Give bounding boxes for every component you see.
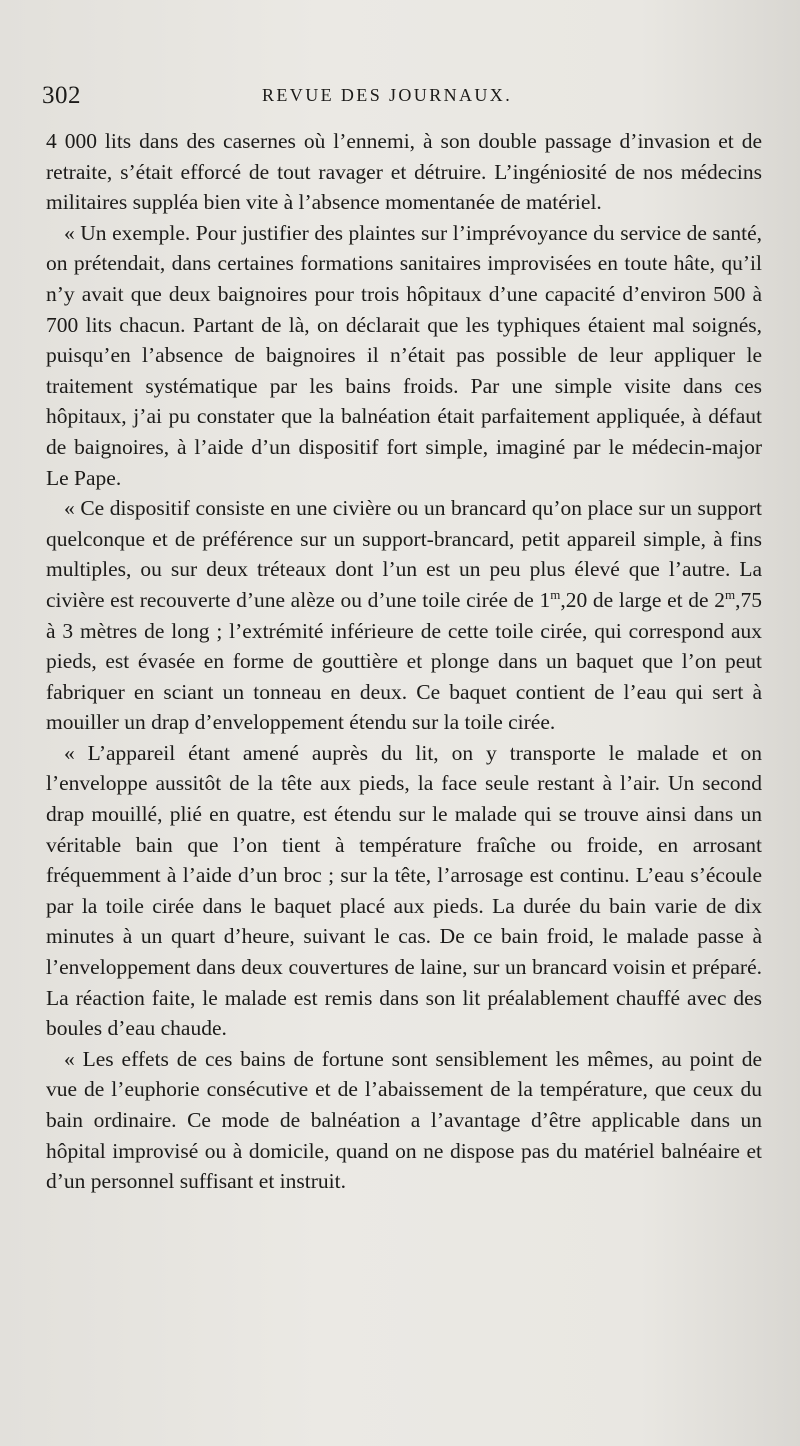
- paragraph-3-part-3: ,75 à 3 mètres de long ; l’extrémité inférieure de cette toile cirée, qui correspond aux pieds, est évasée en forme de gouttière et plonge dans un baquet que l’on peut fabriquer en sciant un tonneau en deux. Ce baquet contient de l’eau qui sert à mouiller un drap d’enveloppement étendu sur la toile cirée.: [46, 587, 762, 735]
- paragraph-3-part-2: ,20 de large et de 2: [560, 587, 725, 612]
- meter-superscript-1: m: [550, 586, 561, 602]
- paragraph-1: 4 000 lits dans des casernes où l’ennemi, à son double passage d’invasion et de retraite, s’était efforcé de tout ravager et détruire. L’ingéniosité de nos médecins militaires suppléa bien vite à l’absence momentanée de matériel.: [46, 129, 762, 215]
- page-header: [42, 82, 754, 112]
- paragraph-4: « L’appareil étant amené auprès du lit, on y transporte le malade et on l’enveloppe aussitôt de la tête aux pieds, la face seule restant à l’air. Un second drap mouillé, plié en quatre, est étendu sur le malade qui se trouve ainsi dans un véritable bain que l’on tient à température fraîche ou froide, en arrosant fréquemment à l’aide d’un broc ; sur la tête, l’arrosage est continu. L’eau s’écoule par la toile cirée dans le baquet placé aux pieds. La durée du bain varie de dix minutes à un quart d’heure, suivant le cas. De ce bain froid, le malade passe à l’enveloppement dans deux couvertures de laine, sur un brancard voisin et préparé. La réaction faite, le malade est remis dans son lit préalablement chauffé avec des boules d’eau chaude.: [46, 740, 762, 1041]
- paragraph-5: « Les effets de ces bains de fortune sont sensiblement les mêmes, au point de vue de l’euphorie consécutive et de l’abaissement de la température, que ceux du bain ordinaire. Ce mode de balnéation a l’avantage d’être applicable dans un hôpital improvisé ou à domicile, quand on ne dispose pas du matériel balnéaire et d’un personnel suffisant et instruit.: [46, 1046, 762, 1194]
- body-text: [46, 126, 762, 1197]
- page-number: 302: [42, 82, 81, 109]
- meter-superscript-2: m: [725, 586, 736, 602]
- paragraph-2: « Un exemple. Pour justifier des plaintes sur l’imprévoyance du service de santé, on prétendait, dans certaines formations sanitaires improvisées en toute hâte, qu’il n’y avait que deux baignoires pour trois hôpitaux d’une capacité d’environ 500 à 700 lits chacun. Partant de là, on déclarait que les typhiques étaient mal soignés, puisqu’en l’absence de baignoires il n’était pas possible de leur appliquer le traitement systématique par les bains froids. Par une simple visite dans ces hôpitaux, j’ai pu constater que la balnéation était parfaitement appliquée, à défaut de baignoires, à l’aide d’un dispositif fort simple, imaginé par le médecin-major Le Pape.: [46, 220, 762, 490]
- paragraph-3: [46, 493, 762, 738]
- paragraph-3-part-1: « Ce dispositif consiste en une civière ou un brancard qu’on place sur un support quelconque et de préférence sur un support-brancard, petit appareil simple, à fins multiples, ou sur deux tréteaux dont l’un est un peu plus élevé que l’autre. La civière est recouverte d’une alèze ou d’une toile cirée de 1: [46, 496, 762, 612]
- running-title: REVUE DES JOURNAUX.: [262, 85, 513, 105]
